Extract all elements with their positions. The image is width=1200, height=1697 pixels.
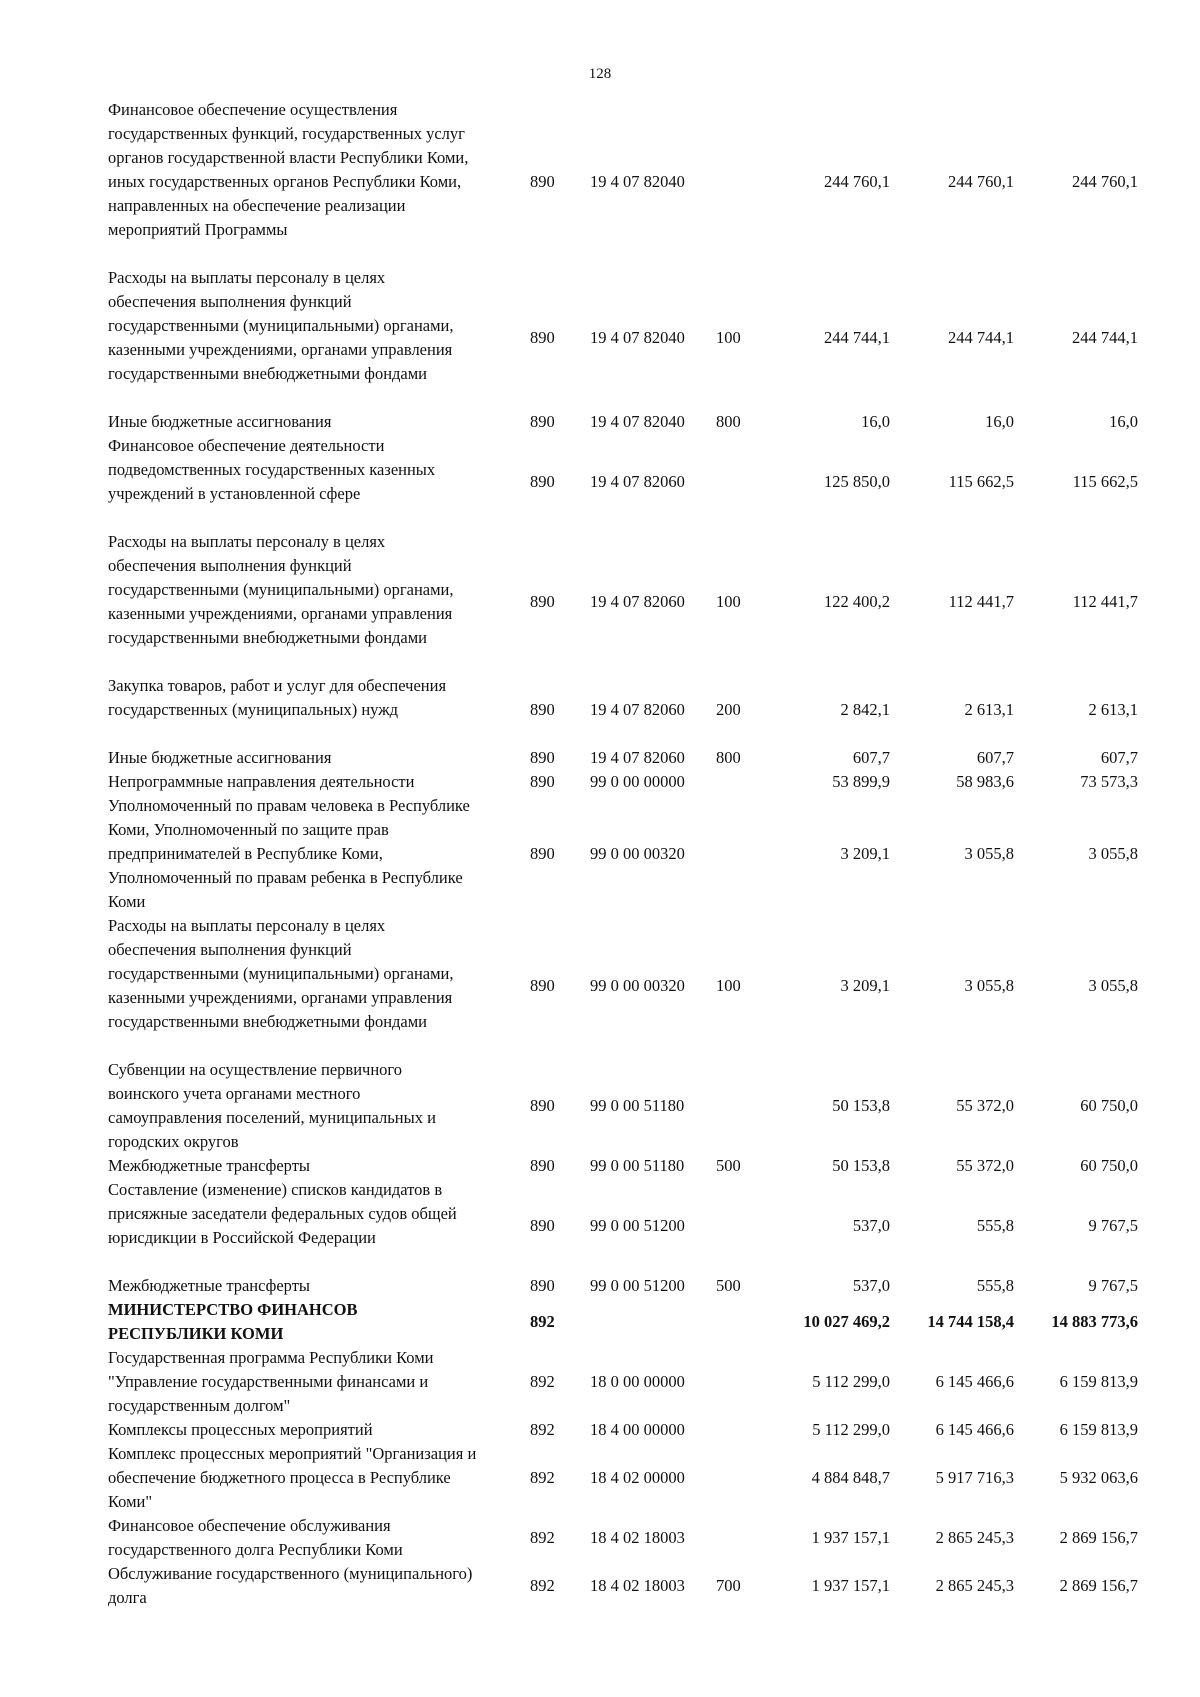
row-amount-year-2: 14 744 158,4 <box>927 1312 1014 1331</box>
row-name: МИНИСТЕРСТВО ФИНАНСОВ РЕСПУБЛИКИ КОМИ <box>108 1300 358 1343</box>
page-number: 128 <box>588 66 612 82</box>
table-row <box>108 1514 1138 1562</box>
row-amount-year-3: 3 055,8 <box>1088 976 1138 995</box>
table-row <box>108 530 1138 674</box>
row-amount-year-3: 2 869 156,7 <box>1059 1576 1138 1595</box>
row-amount-year-1: 50 153,8 <box>832 1156 890 1175</box>
row-amount-year-1: 3 209,1 <box>840 844 890 863</box>
row-amount-year-3: 2 869 156,7 <box>1059 1528 1138 1547</box>
row-name: Расходы на выплаты персоналу в целях обеспечения выполнения функций государственными (муниципальными) органами, казенными учреждениями, органами управления государственными внебюджетными фондами <box>108 916 454 1031</box>
row-amount-year-2: 6 145 466,6 <box>935 1420 1014 1439</box>
row-amount-year-3: 2 613,1 <box>1088 700 1138 719</box>
row-expense-type <box>716 1298 768 1346</box>
row-grbs-code: 890 <box>530 172 555 191</box>
table-row <box>108 746 1138 770</box>
row-grbs-code: 892 <box>530 1420 555 1439</box>
row-expense-type: 200 <box>716 700 741 719</box>
row-amount-year-1: 3 209,1 <box>840 976 890 995</box>
table-row <box>108 770 1138 794</box>
row-target-article: 99 0 00 51180 <box>590 1096 685 1115</box>
row-expense-type <box>716 434 768 530</box>
row-amount-year-2: 16,0 <box>985 412 1014 431</box>
row-name: Иные бюджетные ассигнования <box>108 412 332 431</box>
table-row <box>108 794 1138 914</box>
row-expense-type: 100 <box>716 328 741 347</box>
row-name: Расходы на выплаты персоналу в целях обеспечения выполнения функций государственными (муниципальными) органами, казенными учреждениями, органами управления государственными внебюджетными фондами <box>108 532 454 647</box>
row-name: Субвенции на осуществление первичного воинского учета органами местного самоуправления поселений, муниципальных и городских округов <box>108 1060 436 1151</box>
row-amount-year-2: 555,8 <box>976 1216 1014 1235</box>
row-expense-type <box>716 794 768 914</box>
row-expense-type <box>716 1346 768 1418</box>
row-amount-year-2: 6 145 466,6 <box>935 1372 1014 1391</box>
row-amount-year-3: 14 883 773,6 <box>1051 1312 1138 1331</box>
row-expense-type: 100 <box>716 976 741 995</box>
row-expense-type <box>716 1178 768 1274</box>
row-amount-year-3: 6 159 813,9 <box>1059 1420 1138 1439</box>
row-name: Межбюджетные трансферты <box>108 1156 311 1175</box>
row-grbs-code: 890 <box>530 1096 555 1115</box>
row-target-article: 99 0 00 00320 <box>590 976 685 995</box>
row-target-article: 99 0 00 51200 <box>590 1216 685 1235</box>
row-target-article: 19 4 07 82060 <box>590 700 685 719</box>
row-target-article: 18 0 00 00000 <box>590 1372 685 1391</box>
row-amount-year-1: 4 884 848,7 <box>811 1468 890 1487</box>
row-amount-year-2: 58 983,6 <box>956 772 1014 791</box>
row-name: Составление (изменение) списков кандидатов в присяжные заседатели федеральных судов общей юрисдикции в Российской Федерации <box>108 1180 457 1247</box>
row-grbs-code: 892 <box>530 1468 555 1487</box>
row-expense-type: 500 <box>716 1156 741 1175</box>
row-grbs-code: 890 <box>530 976 555 995</box>
row-expense-type: 800 <box>716 412 741 431</box>
row-target-article: 99 0 00 00320 <box>590 844 685 863</box>
table-row <box>108 434 1138 530</box>
row-amount-year-1: 537,0 <box>852 1216 890 1235</box>
row-amount-year-2: 5 917 716,3 <box>935 1468 1014 1487</box>
row-grbs-code: 890 <box>530 844 555 863</box>
table-row <box>108 410 1138 434</box>
row-amount-year-1: 5 112 299,0 <box>812 1420 890 1439</box>
row-grbs-code: 892 <box>530 1528 555 1547</box>
row-name: Финансовое обеспечение обслуживания государственного долга Республики Коми <box>108 1516 403 1559</box>
table-row <box>108 1154 1138 1178</box>
row-expense-type: 800 <box>716 748 741 767</box>
row-name: Иные бюджетные ассигнования <box>108 748 332 767</box>
row-expense-type <box>716 1442 768 1514</box>
row-amount-year-2: 607,7 <box>976 748 1014 767</box>
row-amount-year-1: 50 153,8 <box>832 1096 890 1115</box>
row-expense-type <box>716 1058 768 1154</box>
table-row <box>108 1442 1138 1514</box>
row-amount-year-1: 244 744,1 <box>824 328 890 347</box>
row-amount-year-3: 16,0 <box>1109 412 1138 431</box>
row-expense-type <box>716 1514 768 1562</box>
row-amount-year-1: 1 937 157,1 <box>811 1576 890 1595</box>
table-row <box>108 674 1138 746</box>
row-amount-year-3: 3 055,8 <box>1088 844 1138 863</box>
table-row <box>108 1298 1138 1346</box>
row-grbs-code: 890 <box>530 1216 555 1235</box>
row-amount-year-2: 555,8 <box>976 1276 1014 1295</box>
row-name: Комплексы процессных мероприятий <box>108 1420 373 1439</box>
row-target-article: 99 0 00 00000 <box>590 772 685 791</box>
row-grbs-code: 890 <box>530 328 555 347</box>
row-grbs-code: 890 <box>530 772 555 791</box>
table-row <box>108 98 1138 266</box>
row-grbs-code: 892 <box>530 1312 555 1331</box>
row-target-article: 19 4 07 82060 <box>590 472 685 491</box>
table-row <box>108 1058 1138 1154</box>
row-amount-year-2: 112 441,7 <box>948 592 1014 611</box>
row-amount-year-3: 244 744,1 <box>1072 328 1138 347</box>
row-grbs-code: 892 <box>530 1372 555 1391</box>
row-amount-year-3: 607,7 <box>1100 748 1138 767</box>
row-expense-type: 700 <box>716 1576 741 1595</box>
row-target-article: 19 4 07 82040 <box>590 172 685 191</box>
row-grbs-code: 890 <box>530 592 555 611</box>
row-grbs-code: 890 <box>530 700 555 719</box>
table-row <box>108 1418 1138 1442</box>
row-amount-year-3: 60 750,0 <box>1080 1096 1138 1115</box>
row-grbs-code: 890 <box>530 1156 555 1175</box>
row-amount-year-1: 5 112 299,0 <box>812 1372 890 1391</box>
row-grbs-code: 890 <box>530 748 555 767</box>
row-name: Финансовое обеспечение деятельности подведомственных государственных казенных учреждений в установленной сфере <box>108 436 436 503</box>
row-amount-year-2: 3 055,8 <box>964 844 1014 863</box>
row-amount-year-1: 125 850,0 <box>824 472 890 491</box>
row-grbs-code: 890 <box>530 1276 555 1295</box>
table-row <box>108 1274 1138 1298</box>
row-name: Обслуживание государственного (муниципального) долга <box>108 1564 473 1607</box>
row-target-article: 18 4 02 00000 <box>590 1468 685 1487</box>
row-amount-year-2: 244 744,1 <box>948 328 1014 347</box>
row-amount-year-1: 16,0 <box>861 412 890 431</box>
row-name: Расходы на выплаты персоналу в целях обеспечения выполнения функций государственными (муниципальными) органами, казенными учреждениями, органами управления государственными внебюджетными фондами <box>108 268 454 383</box>
row-expense-type <box>716 770 768 794</box>
row-name: Государственная программа Республики Коми "Управление государственными финансами и государственным долгом" <box>108 1348 434 1415</box>
row-name: Уполномоченный по правам человека в Республике Коми, Уполномоченный по защите прав предпринимателей в Республике Коми, Уполномоченный по правам ребенка в Республике Коми <box>108 796 470 911</box>
row-amount-year-1: 53 899,9 <box>832 772 890 791</box>
row-target-article: 19 4 07 82040 <box>590 412 685 431</box>
budget-table <box>108 98 1138 1610</box>
row-amount-year-2: 3 055,8 <box>964 976 1014 995</box>
budget-table-body <box>108 98 1138 1610</box>
row-target-article: 99 0 00 51200 <box>590 1276 685 1295</box>
row-amount-year-2: 55 372,0 <box>956 1156 1014 1175</box>
row-name: Комплекс процессных мероприятий "Организация и обеспечение бюджетного процесса в Республике Коми" <box>108 1444 477 1511</box>
row-expense-type: 500 <box>716 1276 741 1295</box>
row-target-article: 18 4 00 00000 <box>590 1420 685 1439</box>
row-amount-year-3: 112 441,7 <box>1072 592 1138 611</box>
row-amount-year-2: 115 662,5 <box>948 472 1014 491</box>
row-name: Непрограммные направления деятельности <box>108 772 415 791</box>
row-amount-year-1: 2 842,1 <box>840 700 890 719</box>
row-name: Межбюджетные трансферты <box>108 1276 311 1295</box>
table-row <box>108 1178 1138 1274</box>
row-grbs-code: 892 <box>530 1576 555 1595</box>
table-row <box>108 266 1138 410</box>
row-expense-type <box>716 98 768 266</box>
row-amount-year-1: 122 400,2 <box>824 592 890 611</box>
row-name: Закупка товаров, работ и услуг для обеспечения государственных (муниципальных) нужд <box>108 676 447 719</box>
table-row <box>108 1346 1138 1418</box>
table-row <box>108 1562 1138 1610</box>
row-amount-year-1: 1 937 157,1 <box>811 1528 890 1547</box>
row-amount-year-1: 10 027 469,2 <box>803 1312 890 1331</box>
row-target-article: 19 4 07 82040 <box>590 328 685 347</box>
row-amount-year-2: 2 613,1 <box>964 700 1014 719</box>
row-expense-type <box>716 1418 768 1442</box>
row-amount-year-2: 244 760,1 <box>948 172 1014 191</box>
row-amount-year-3: 73 573,3 <box>1080 772 1138 791</box>
row-amount-year-3: 6 159 813,9 <box>1059 1372 1138 1391</box>
row-target-article <box>590 1298 716 1346</box>
row-amount-year-3: 5 932 063,6 <box>1059 1468 1138 1487</box>
row-amount-year-3: 9 767,5 <box>1088 1216 1138 1235</box>
row-expense-type: 100 <box>716 592 741 611</box>
row-amount-year-1: 607,7 <box>852 748 890 767</box>
row-amount-year-3: 9 767,5 <box>1088 1276 1138 1295</box>
row-amount-year-3: 60 750,0 <box>1080 1156 1138 1175</box>
row-amount-year-3: 244 760,1 <box>1072 172 1138 191</box>
row-target-article: 99 0 00 51180 <box>590 1156 685 1175</box>
row-amount-year-1: 244 760,1 <box>824 172 890 191</box>
row-name: Финансовое обеспечение осуществления государственных функций, государственных услуг органов государственной власти Республики Коми, иных государственных органов Республики Коми, направленных на обеспечение реализации мероприятий Программы <box>108 100 469 239</box>
row-target-article: 18 4 02 18003 <box>590 1528 685 1547</box>
row-amount-year-1: 537,0 <box>852 1276 890 1295</box>
row-target-article: 19 4 07 82060 <box>590 748 685 767</box>
table-row <box>108 914 1138 1058</box>
row-grbs-code: 890 <box>530 472 555 491</box>
row-target-article: 19 4 07 82060 <box>590 592 685 611</box>
row-target-article: 18 4 02 18003 <box>590 1576 685 1595</box>
row-amount-year-2: 2 865 245,3 <box>935 1528 1014 1547</box>
row-amount-year-3: 115 662,5 <box>1072 472 1138 491</box>
row-grbs-code: 890 <box>530 412 555 431</box>
row-amount-year-2: 2 865 245,3 <box>935 1576 1014 1595</box>
row-amount-year-2: 55 372,0 <box>956 1096 1014 1115</box>
